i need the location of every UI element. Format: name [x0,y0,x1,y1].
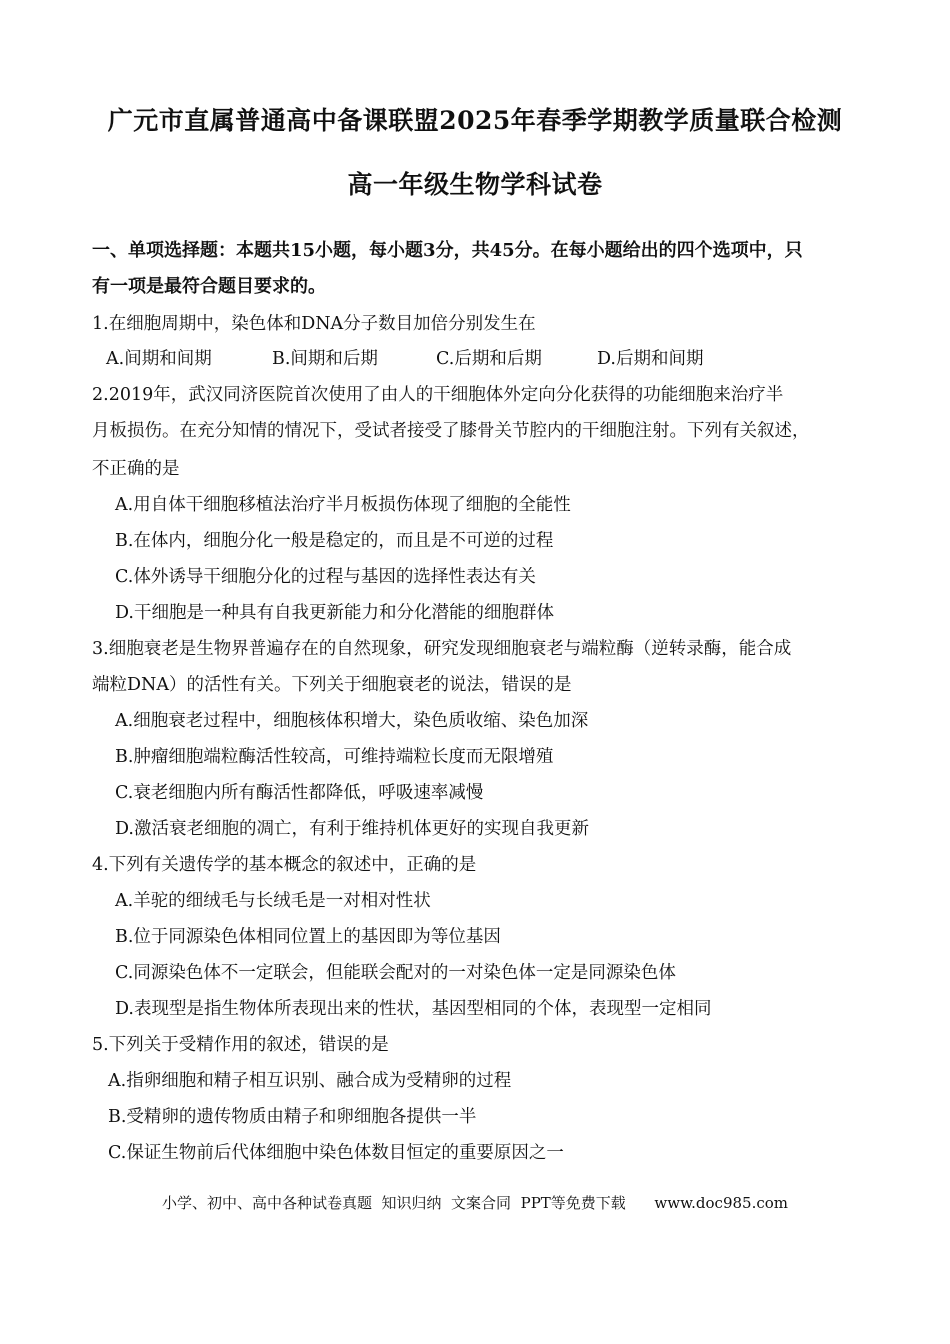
question-4-option-b: B.位于同源染色体相同位置上的基因即为等位基因 [115,927,501,947]
question-4-option-a: A.羊驼的细绒毛与长绒毛是一对相对性状 [115,891,431,911]
question-3-option-d: D.激活衰老细胞的凋亡，有利于维持机体更好的实现自我更新 [115,819,589,839]
question-2-stem-line-3: 不正确的是 [92,459,180,479]
question-2-option-d: D.干细胞是一种具有自我更新能力和分化潜能的细胞群体 [115,603,554,623]
exam-title: 广元市直属普通高中备课联盟2025年春季学期教学质量联合检测 [107,106,843,135]
question-1-stem: 1.在细胞周期中，染色体和DNA分子数目加倍分别发生在 [92,314,536,334]
question-4-option-d: D.表现型是指生物体所表现出来的性状，基因型相同的个体，表现型一定相同 [115,999,712,1019]
question-1-option-b: B.间期和后期 [272,349,378,369]
question-5-option-b: B.受精卵的遗传物质由精子和卵细胞各提供一半 [108,1107,477,1127]
question-1-option-c: C.后期和后期 [436,349,542,369]
question-1-options [0,345,950,369]
question-2-stem-line-1: 2.2019年，武汉同济医院首次使用了由人的干细胞体外定向分化获得的功能细胞来治疗半 [92,385,784,405]
question-3-option-b: B.肿瘤细胞端粒酶活性较高，可维持端粒长度而无限增殖 [115,747,554,767]
question-5-stem: 5.下列关于受精作用的叙述，错误的是 [92,1035,389,1055]
question-3-option-c: C.衰老细胞内所有酶活性都降低，呼吸速率减慢 [115,783,484,803]
question-4-stem: 4.下列有关遗传学的基本概念的叙述中，正确的是 [92,855,477,875]
question-2-option-b: B.在体内，细胞分化一般是稳定的，而且是不可逆的过程 [115,531,554,551]
page-footer [0,1192,950,1213]
question-3-stem-line-2: 端粒DNA）的活性有关。下列关于细胞衰老的说法，错误的是 [92,675,572,695]
section-heading-line-2: 有一项是最符合题目要求的。 [92,276,326,297]
question-2-stem-line-2: 月板损伤。在充分知情的情况下，受试者接受了膝骨关节腔内的干细胞注射。下列有关叙述， [92,421,810,441]
question-2-option-c: C.体外诱导干细胞分化的过程与基因的选择性表达有关 [115,567,536,587]
exam-subtitle: 高一年级生物学科试卷 [347,170,603,199]
question-4-option-c: C.同源染色体不一定联会，但能联会配对的一对染色体一定是同源染色体 [115,963,676,983]
footer-text: 小学、初中、高中各种试卷真题 知识归纳 文案合同 PPT等免费下载 [161,1194,626,1212]
footer-site-link[interactable]: www.doc985.com [654,1194,788,1212]
question-2-option-a: A.用自体干细胞移植法治疗半月板损伤体现了细胞的全能性 [115,495,571,515]
question-3-option-a: A.细胞衰老过程中，细胞核体积增大，染色质收缩、染色加深 [115,711,589,731]
question-1-option-a: A.间期和间期 [106,349,212,369]
question-3-stem-line-1: 3.细胞衰老是生物界普遍存在的自然现象，研究发现细胞衰老与端粒酶（逆转录酶，能合成 [92,639,792,659]
section-heading-line-1: 一、单项选择题：本题共15小题，每小题3分，共45分。在每小题给出的四个选项中，只 [92,240,803,261]
question-1-option-d: D.后期和间期 [597,349,704,369]
question-5-option-a: A.指卵细胞和精子相互识别、融合成为受精卵的过程 [108,1071,512,1091]
question-5-option-c: C.保证生物前后代体细胞中染色体数目恒定的重要原因之一 [108,1143,564,1163]
